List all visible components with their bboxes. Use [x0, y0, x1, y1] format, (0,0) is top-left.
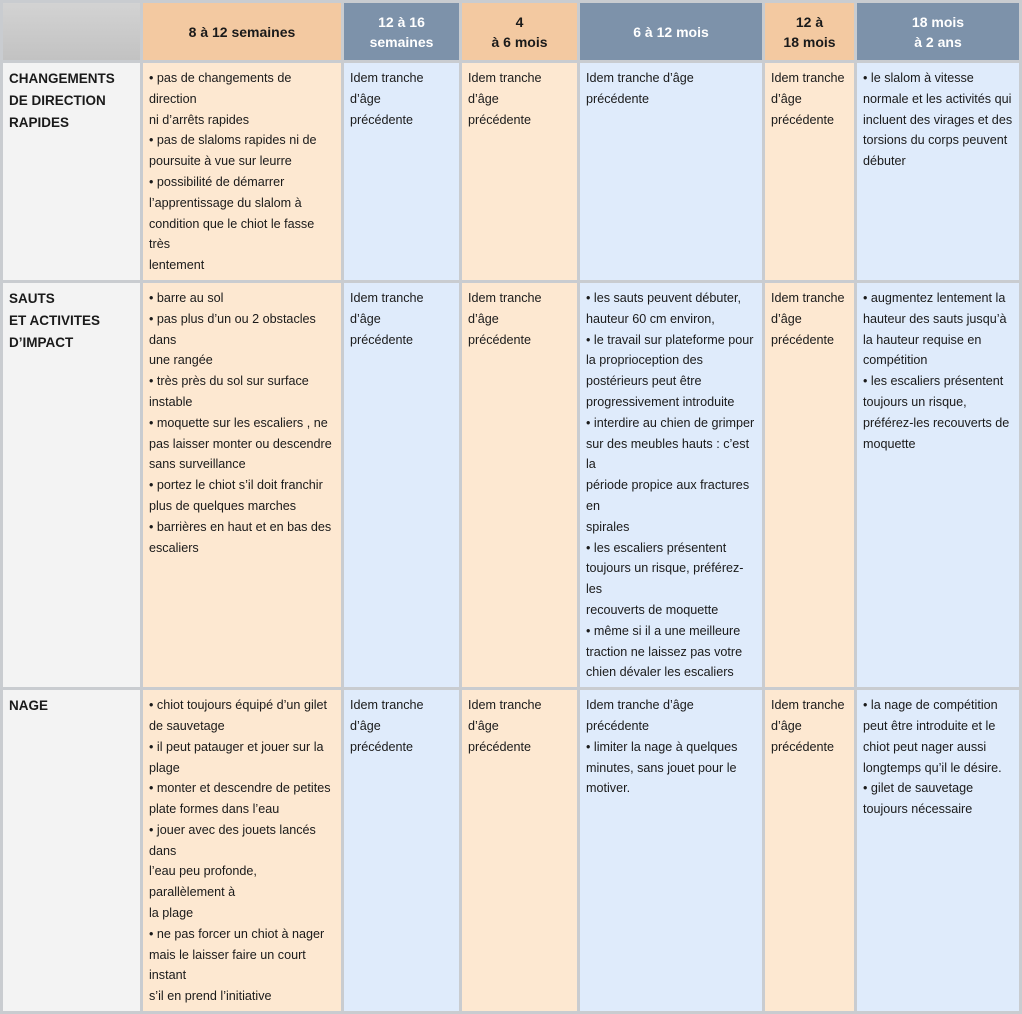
cell-text-line: toujours un risque,: [863, 394, 967, 409]
cell-6-12-mois: [580, 690, 762, 1011]
cell-text-line: pas laisser monter ou descendre: [149, 436, 332, 451]
row-title-line: ET ACTIVITES: [9, 312, 101, 328]
cell-18-mois-2-ans: [857, 283, 1019, 687]
cell-text-line: • très près du sol sur surface: [149, 374, 309, 389]
header-18-mois-2-ans: [857, 3, 1019, 60]
cell-text-line: plate formes dans l’eau: [149, 802, 280, 817]
cell-text-line: Idem tranche d’âge précédente: [586, 71, 694, 106]
cell-text-line: la hauteur requise en: [863, 332, 982, 347]
row-title: [3, 63, 140, 280]
header-label: 4: [515, 13, 524, 30]
header-corner: [3, 3, 140, 60]
cell-text-line: motiver.: [586, 781, 631, 796]
row-nage: [3, 690, 1019, 1011]
cell-text-line: précédente: [468, 112, 532, 127]
cell-text-line: Idem tranche d’âge: [468, 71, 542, 106]
cell-text-line: moquette: [863, 436, 916, 451]
cell-text-line: • moquette sur les escaliers , ne: [149, 415, 328, 430]
cell-text-line: d’âge: [771, 311, 802, 326]
header-6-12-mois: [580, 3, 762, 60]
cell-text-line: chien dévaler les escaliers: [586, 665, 734, 680]
cell-12-18-mois: [765, 283, 854, 687]
cell-text-line: toujours nécessaire: [863, 802, 973, 817]
cell-text-line: compétition: [863, 353, 928, 368]
cell-text-line: précédente: [350, 739, 414, 754]
cell-12-18-mois: [765, 690, 854, 1011]
cell-text-line: spirales: [586, 519, 630, 534]
cell-text-line: • interdire au chien de grimper: [586, 415, 755, 430]
cell-text-line: l’eau peu profonde, parallèlement à: [149, 864, 257, 900]
cell-text-line: Idem tranche d’âge: [350, 698, 424, 733]
cell-text-line: • le slalom à vitesse: [863, 71, 974, 85]
header-4-6-mois: [462, 3, 577, 60]
header-label: à 6 mois: [491, 33, 548, 50]
row-title-line: D’IMPACT: [9, 334, 74, 350]
cell-text-line: • portez le chiot s’il doit franchir: [149, 478, 323, 493]
cell-text-line: • chiot toujours équipé d’un gilet: [149, 698, 328, 713]
cell-text-line: s’il en prend l’initiative: [149, 989, 272, 1004]
cell-text-line: la plage: [149, 906, 194, 921]
cell-text-line: • monter et descendre de petites: [149, 781, 331, 796]
cell-text-line: • gilet de sauvetage: [863, 781, 974, 796]
cell-text-line: la proprioception des: [586, 353, 703, 368]
cell-text-line: • les escaliers présentent: [863, 374, 1004, 389]
row-sauts-activites-impact: [3, 283, 1019, 687]
cell-text-line: longtemps qu’il le désire.: [863, 760, 1002, 775]
cell-text-line: sans surveillance: [149, 457, 246, 472]
cell-text-line: précédente: [468, 739, 532, 754]
cell-text-line: hauteur des sauts jusqu’à: [863, 311, 1007, 326]
header-label: 8 à 12 semaines: [188, 23, 296, 40]
cell-text-line: précédente: [350, 332, 414, 347]
cell-text-line: • la nage de compétition: [863, 698, 998, 713]
header-label: 6 à 12 mois: [633, 23, 709, 40]
cell-text-line: plus de quelques marches: [149, 498, 297, 513]
cell-12-18-mois: [765, 63, 854, 280]
cell-text-line: hauteur 60 cm environ,: [586, 311, 715, 326]
cell-text-line: • il peut patauger et jouer sur la: [149, 739, 324, 754]
row-title: [3, 690, 140, 1011]
cell-text-line: • augmentez lentement la: [863, 290, 1006, 305]
cell-text-line: précédente: [771, 112, 835, 127]
cell-text-line: Idem tranche: [771, 698, 845, 713]
cell-text-line: • barrières en haut et en bas des: [149, 519, 332, 534]
cell-text-line: Idem tranche d’âge: [468, 698, 542, 733]
cell-text-line: précédente: [468, 332, 532, 347]
cell-text-line: chiot peut nager aussi: [863, 739, 987, 754]
cell-text-line: progressivement introduite: [586, 394, 735, 409]
cell-text-line: • même si il a une meilleure: [586, 623, 741, 638]
cell-text-line: Idem tranche: [771, 71, 845, 85]
cell-18-mois-2-ans: [857, 63, 1019, 280]
cell-4-6-mois: [462, 283, 577, 687]
header-label: semaines: [369, 33, 434, 50]
cell-text-line: précédente: [771, 332, 835, 347]
cell-text-line: • les escaliers présentent: [586, 540, 727, 555]
header-label: 18 mois: [911, 13, 965, 30]
cell-text-line: Idem tranche d’âge: [350, 290, 424, 326]
cell-12-16-semaines: [344, 283, 459, 687]
row-title-line: SAUTS: [9, 290, 55, 306]
cell-text-line: minutes, sans jouet pour le: [586, 760, 737, 775]
cell-8-12-semaines: [143, 283, 341, 687]
cell-text-line: lentement: [149, 258, 205, 273]
cell-text-line: • pas de changements de direction: [149, 71, 292, 106]
cell-text-line: préférez-les recouverts de: [863, 415, 1010, 430]
cell-text-line: mais le laisser faire un court instant: [149, 947, 306, 983]
cell-text-line: recouverts de moquette: [586, 602, 719, 617]
cell-text-line: traction ne laissez pas votre: [586, 644, 743, 659]
cell-text-line: condition que le chiot le fasse très: [149, 216, 315, 252]
cell-text-line: • limiter la nage à quelques: [586, 739, 738, 754]
cell-text-line: torsions du corps peuvent: [863, 133, 1008, 148]
row-title-line: CHANGEMENTS: [9, 71, 115, 86]
cell-text-line: toujours un risque, préférez-les: [586, 561, 744, 597]
cell-text-line: • pas plus d’un ou 2 obstacles dans: [149, 311, 316, 347]
cell-text-line: • ne pas forcer un chiot à nager: [149, 926, 325, 941]
cell-4-6-mois: [462, 690, 577, 1011]
cell-text-line: • barre au sol: [149, 290, 224, 305]
header-12-16-semaines: [344, 3, 459, 60]
cell-text-line: l’apprentissage du slalom à: [149, 195, 302, 210]
row-changements-direction: [3, 63, 1019, 280]
cell-text-line: escaliers: [149, 540, 199, 555]
cell-text-line: précédente: [771, 739, 835, 754]
cell-18-mois-2-ans: [857, 690, 1019, 1011]
cell-text-line: peut être introduite et le: [863, 718, 996, 733]
row-title-line: DE DIRECTION: [9, 93, 106, 108]
cell-text-line: période propice aux fractures en: [586, 478, 750, 513]
cell-4-6-mois: [462, 63, 577, 280]
cell-text-line: d’âge: [771, 718, 802, 733]
cell-text-line: postérieurs peut être: [586, 374, 702, 389]
row-title: [3, 283, 140, 687]
cell-text-line: sur des meubles hauts : c’est la: [586, 436, 750, 472]
cell-12-16-semaines: [344, 690, 459, 1011]
header-label: 12 à: [795, 13, 824, 30]
cell-8-12-semaines: [143, 690, 341, 1011]
cell-text-line: poursuite à vue sur leurre: [149, 154, 292, 169]
header-label: à 2 ans: [914, 33, 962, 50]
cell-text-line: • pas de slaloms rapides ni de: [149, 133, 317, 148]
header-8-12-semaines: [143, 3, 341, 60]
header-label: 18 mois: [783, 33, 836, 50]
cell-text-line: précédente: [350, 112, 414, 127]
cell-text-line: • possibilité de démarrer: [149, 174, 285, 189]
cell-text-line: Idem tranche: [771, 290, 845, 305]
cell-text-line: de sauvetage: [149, 718, 225, 733]
cell-12-16-semaines: [344, 63, 459, 280]
cell-text-line: d’âge: [771, 91, 802, 106]
cell-8-12-semaines: [143, 63, 341, 280]
cell-text-line: • les sauts peuvent débuter,: [586, 290, 741, 305]
cell-text-line: • le travail sur plateforme pour: [586, 332, 754, 347]
cell-text-line: instable: [149, 394, 193, 409]
header-label: 12 à 16: [378, 13, 425, 30]
cell-text-line: • jouer avec des jouets lancés dans: [149, 822, 316, 858]
cell-text-line: une rangée: [149, 353, 213, 368]
row-title-line: RAPIDES: [9, 115, 70, 130]
cell-text-line: Idem tranche d’âge précédente: [586, 698, 694, 733]
cell-text-line: normale et les activités qui: [863, 91, 1012, 106]
header-row: [3, 3, 1019, 60]
cell-6-12-mois: [580, 63, 762, 280]
cell-text-line: Idem tranche d’âge: [468, 290, 542, 326]
row-title-line: NAGE: [9, 698, 49, 714]
header-12-18-mois: [765, 3, 854, 60]
cell-text-line: ni d’arrêts rapides: [149, 112, 250, 127]
cell-text-line: débuter: [863, 154, 906, 169]
cell-text-line: plage: [149, 760, 180, 775]
cell-text-line: incluent des virages et des: [863, 112, 1013, 127]
cell-6-12-mois: [580, 283, 762, 687]
cell-text-line: Idem tranche d’âge: [350, 71, 424, 106]
